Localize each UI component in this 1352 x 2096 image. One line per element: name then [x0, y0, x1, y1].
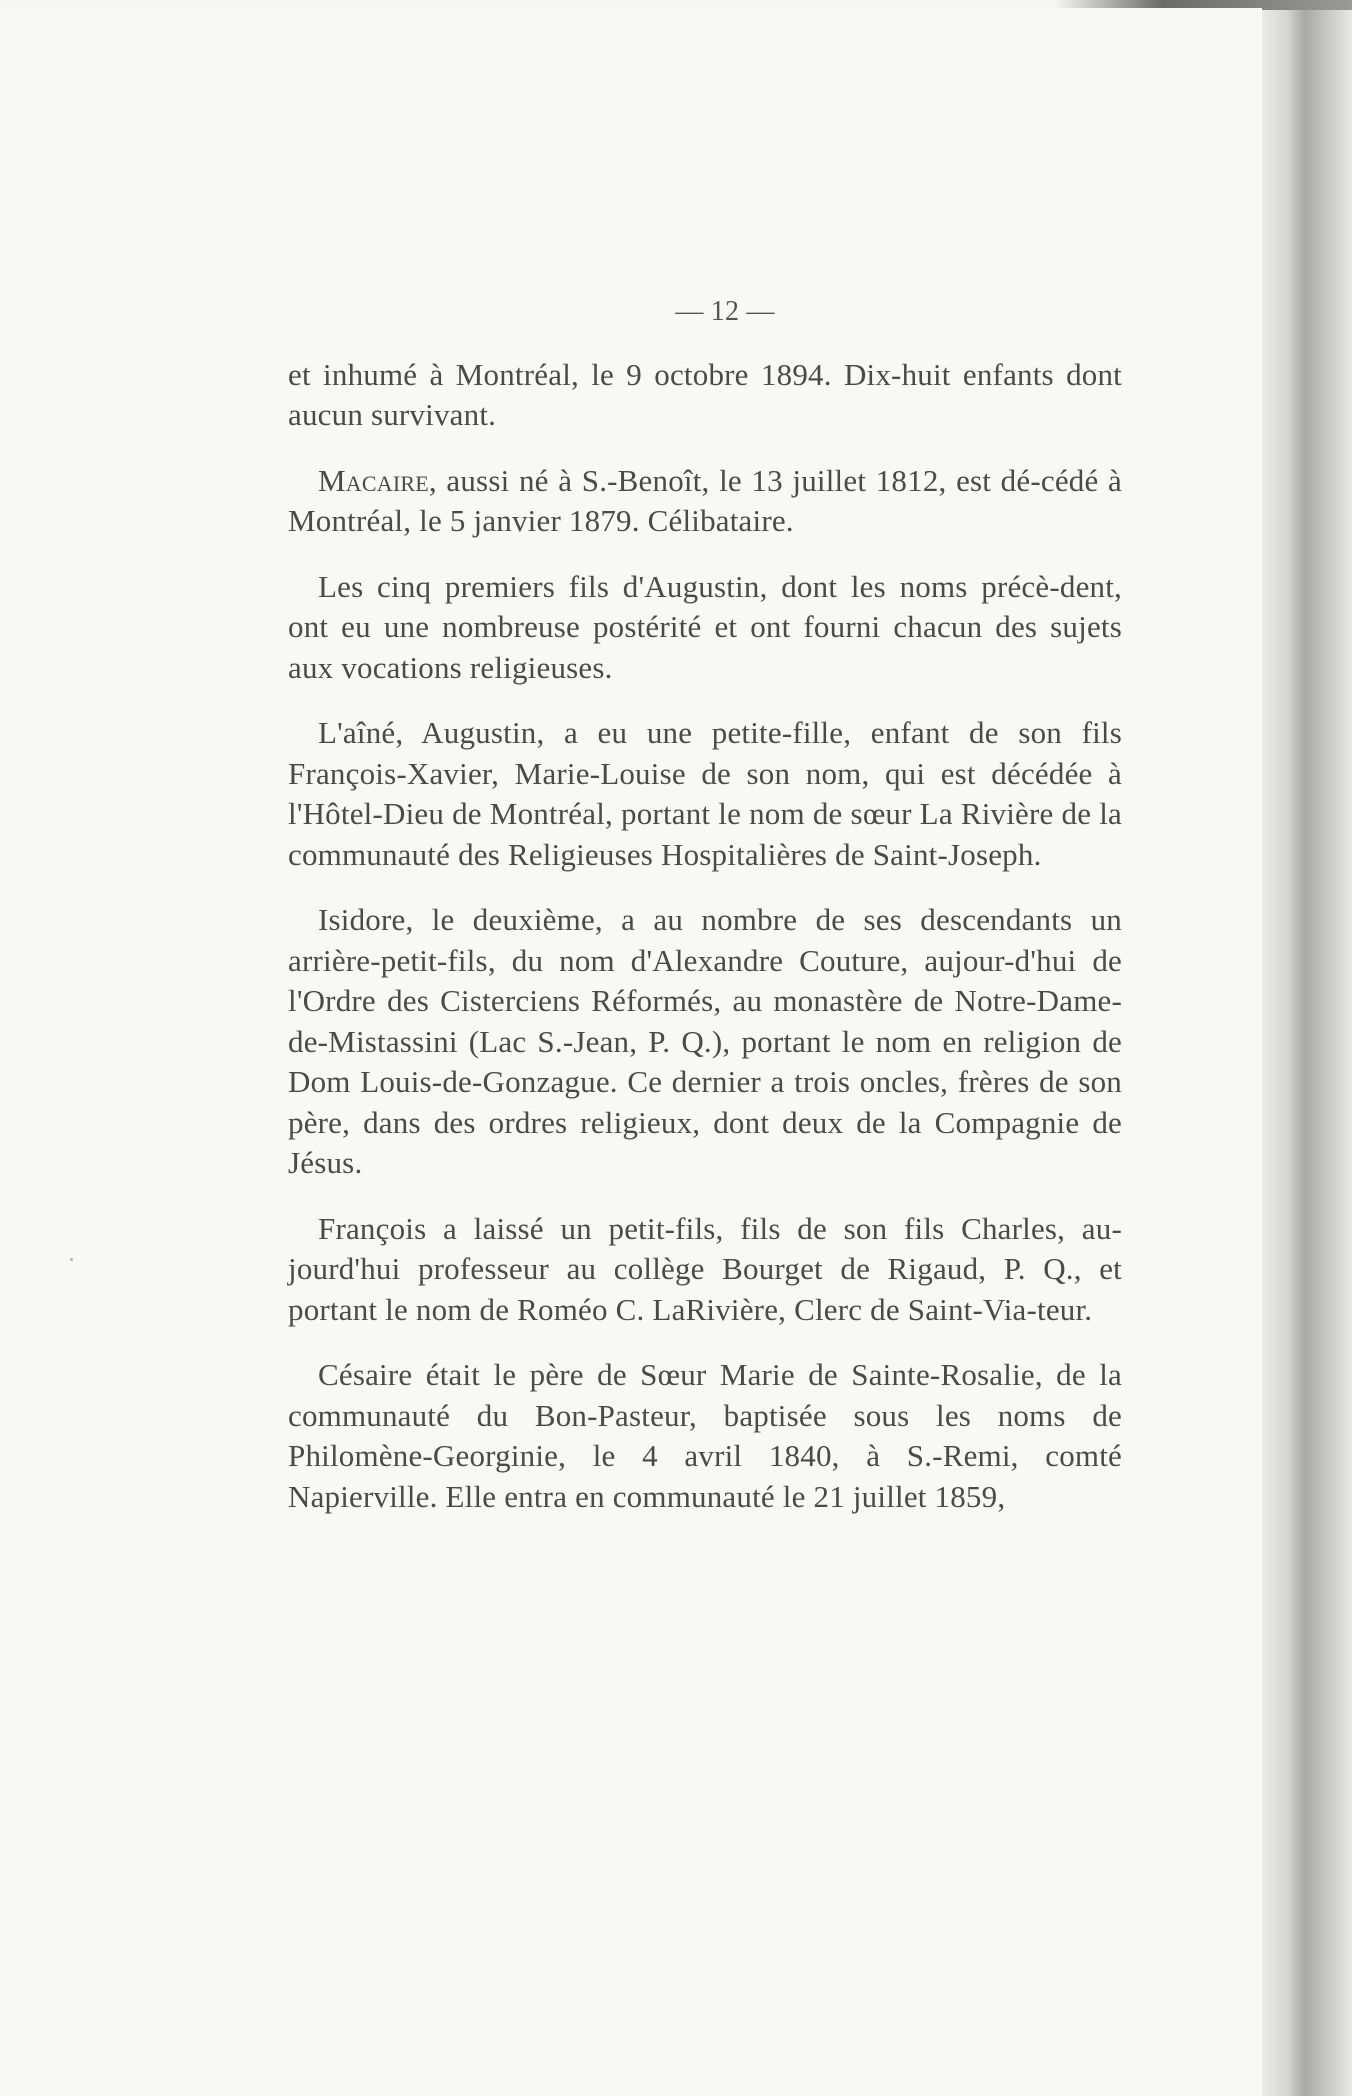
paragraph-macaire — [288, 461, 1122, 542]
paragraph-augustin: L'aîné, Augustin, a eu une petite-fille, enfant de son fils François-Xavier, Marie-Louise de son nom, qui est décédée à l'Hôtel-Dieu de Montréal, portant le nom de sœur La Rivière de la communauté des Religieuses Hospitalières de Saint-Joseph. — [288, 715, 1122, 872]
scan-speck — [70, 1258, 73, 1261]
paragraph-body: , aussi né à S.-Benoît, le 13 juillet 1812, est dé-cédé à Montréal, le 5 janvier 1879. Célibataire. — [288, 462, 1122, 538]
page-number: — 12 — — [675, 296, 775, 327]
paragraph-cesaire: Césaire était le père de Sœur Marie de Sainte-Rosalie, de la communauté du Bon-Pasteur, baptisée sous les noms de Philomène-Georginie, le 4 avril 1840, à S.-Remi, comté Napierville. Elle entra en communauté le 21 juillet 1859, — [288, 1357, 1122, 1514]
paragraph-cinq-fils: Les cinq premiers fils d'Augustin, dont les noms précè-dent, ont eu une nombreuse postérité et ont fourni chacun des sujets aux vocations religieuses. — [288, 568, 1122, 685]
paragraph-isidore: Isidore, le deuxième, a au nombre de ses descendants un arrière-petit-fils, du nom d'Alexandre Couture, aujour-d'hui de l'Ordre des Cisterciens Réformés, au monastère de Notre-Dame-de-Mistassini (Lac S.-Jean, P. Q.), portant le nom en religion de Dom Louis-de-Gonzague. Ce dernier a trois oncles, frères de son père, dans des ordres religieux, dont deux de la Compagnie de Jésus. — [288, 902, 1122, 1180]
paragraph-lead-name: Macaire — [318, 462, 429, 498]
page-text — [288, 292, 1122, 1542]
page-binding-shadow — [1262, 10, 1352, 2096]
paragraph-continuation: et inhumé à Montréal, le 9 octobre 1894. Dix-huit enfants dont aucun survivant. — [288, 356, 1122, 432]
paragraph-francois: François a laissé un petit-fils, fils de son fils Charles, au-jourd'hui professeur au collège Bourget de Rigaud, P. Q., et portant le nom de Roméo C. LaRivière, Clerc de Saint-Via-teur. — [288, 1210, 1122, 1327]
